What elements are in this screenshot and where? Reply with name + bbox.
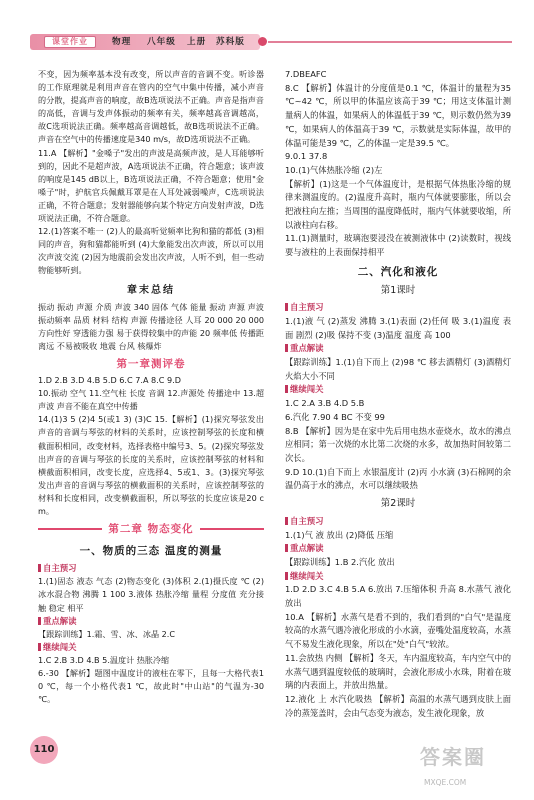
test-title: 第一章测评卷: [116, 357, 186, 370]
expand-tag: 继续闯关: [285, 383, 324, 396]
section-title: 二、汽化和液化: [357, 265, 439, 278]
header-dot-icon: [258, 37, 267, 46]
answer-paragraph: 7.DBEAFC: [285, 69, 327, 79]
expand-tag: 继续闯关: [285, 570, 324, 583]
watermark-logo: [420, 745, 520, 790]
preview-tag: 自主预习: [285, 301, 324, 314]
preview-answer: 1.(1)气 液 放出 (2)降低 压缩: [285, 529, 394, 540]
left-column: [38, 68, 264, 706]
preview-tag: 自主预习: [285, 515, 324, 528]
watermark-url: MXQE.COM: [424, 778, 467, 787]
page-header: [0, 20, 534, 60]
grade-label: 八年级: [147, 37, 176, 47]
answer-paragraph: 8.C 【解析】体温计的分度值是0.1 ℃，体温计的量程为35 ℃~42 ℃，所以甲的体温应该高于39 ℃；用这支体温计测量病人的体温，如果病人的体温低于39 ℃，则示数仍然为39 ℃，如果病人的体温高于39 ℃，示数就是实际体温，故甲的体温可能是39 ℃，乙的体温一定是39.5 ℃。: [285, 82, 511, 148]
expand-answer: 11.会放热 内侧 【解析】冬天，车内温度较高，车内空气中的水蒸气遇到温度较低的玻璃时，会液化形成小水珠，附着在玻璃的内表面上，并放出热量。: [285, 652, 511, 691]
test-answer: 10.振动 空气 11.空气柱 长度 音调 12.声源处 传播途中 13.超声波 声音不能在真空中传播: [38, 388, 264, 412]
key-tag: 重点解读: [285, 542, 324, 555]
watermark-text: 答案圈: [420, 745, 486, 769]
expand-tag: 继续闯关: [38, 641, 77, 654]
key-tag: 重点解读: [38, 615, 77, 628]
test-answer: 1.D 2.B 3.D 4.B 5.D 6.C 7.A 8.C 9.D: [38, 375, 181, 386]
expand-answer: 6.汽化 7.90 4 BC 不变 99: [285, 411, 385, 422]
preview-answer: 1.(1)液 气 (2)蒸发 沸腾 3.(1)表面 (2)任何 吸 3.(1)温度 表面 剧烈 (2)吸 保持不变 (3)温度 温度 高 100: [285, 315, 511, 340]
subject-label: 物理: [112, 37, 132, 47]
expand-answer: 9.D 10.(1)自下而上 水银温度计 (2)丙 小水滴 (3)石棉网的余温仍高于水的沸点，水可以继续吸热: [285, 466, 511, 491]
expand-answer: 12.液化 上 水汽化吸热 【解析】高温的水蒸气遇到皮肤上面冷的蒸笼盖时，会由气态变为液态，发生液化现象，放: [285, 693, 511, 718]
lesson-title: 第2课时: [380, 498, 416, 510]
chapter-divider: [38, 528, 102, 530]
volume-label: 上册: [187, 37, 207, 47]
right-column: [285, 68, 511, 720]
preview-tag: 自主预习: [38, 562, 77, 575]
expand-answer: 10.A 【解析】水蒸气是看不到的，我们看到的"白气"是温度较高的水蒸气遇冷液化形成的小水滴，壶嘴处温度较高，水蒸气不易发生液化现象，所以在"处"白气"较浓。: [285, 611, 511, 650]
chapter-divider: [200, 528, 264, 530]
expand-answer: 6.-30 【解析】题图中温度计的液柱在零下，且每一大格代表10 ℃，每一个小格代表1 ℃，故此时"中山站"的气温为-30 ℃。: [38, 668, 264, 705]
key-answer: 【跟踪训练】1.霜、雪、冰、冰晶 2.C: [38, 628, 175, 639]
key-tag: 重点解读: [285, 342, 324, 355]
preview-answer: 1.(1)固态 液态 气态 (2)物态变化 (3)体积 2.(1)摄氏度 ℃ (2)冰水混合物 沸腾 1 100 3.液体 热胀冷缩 量程 分度值 充分接触 稳定 相平: [38, 576, 264, 613]
answer-paragraph: 11.(1)测量时，玻璃泡要浸没在被测液体中 (2)读数时，视线要与液柱的上表面保持相平: [285, 233, 511, 258]
chapter-summary-title: 章末总结: [127, 284, 175, 296]
chapter-title: 第二章 物态变化: [108, 523, 194, 536]
expand-answer: 8.B 【解析】因为是在家中先后用电热水壶烧水，故水的沸点应相同；第一次烧的水比第二次烧的水多，故加热时间较第二次长。: [285, 425, 511, 463]
test-answer: 14.(1)3 5 (2)4 5(或1 3) (3)C 15.【解析】(1)探究琴弦发出声音的音调与琴弦的材料的关系时，应该控制琴弦的长度和横截面积相同，改变材料，选择表格中编号3、5。(2)探究琴弦发出声音的音调与琴弦的长度的关系时，应该控制琴弦的材料和横截面积相同，改变长度，应选择4、5或1、3。(3)探究琴弦发出声音的音调与琴弦的横截面积的关系时，应该控制琴弦的材料和长度相同，改变横截面积，所以琴弦的长度应该是20 cm。: [38, 414, 264, 516]
answer-paragraph: 【解析】(1)这是一个气体温度计，是根据气体热胀冷缩的规律来测温度的。(2)温度升高时，瓶内气体就要膨胀，所以会把液柱向左推；当周围的温度降低时，瓶内气体就要收缩，所以液柱向右移。: [285, 178, 511, 230]
answer-paragraph: 10.(1)气体热胀冷缩 (2)左: [285, 164, 383, 175]
answer-paragraph: 11.A 【解析】"金嗓子"发出的声波是高频声波，是人耳能够听到的，因此不是超声波，A选项说法不正确，符合题意；该声波的响度是145 dB以上，B选项说法正确，不符合题意；使用"金嗓子"时，护航官兵佩戴耳罩是在人耳处减弱噪声，C选项说法正确，不符合题意；发射器能够向某个特定方向发射声波，D选项说法正确，不符合题意。: [38, 147, 264, 224]
page-number: 110: [30, 736, 58, 764]
chapter-summary-text: 振动 振动 声源 介质 声波 340 固体 气体 能量 振动 声源 声波 振动频率 品质 材料 结构 声源 传播途径 人耳 20 000 20 000 方向性好 穿透能力强 易于获得较集中的声能 20 频率低 传播距离远 不易被吸收 地震 台风 核爆炸: [38, 301, 264, 351]
answer-paragraph: 12.(1)答案不唯一 (2)人的最高听觉频率比狗和猫的都低 (3)相同的声音，狗和猫都能听到 (4)大象能发出次声波，所以可以用次声波交流 (2)因为地震前会发出次声波，人听不到，但一些动物能够听到。: [38, 226, 264, 276]
edition-label: 苏科版: [216, 37, 245, 47]
expand-answer: 1.C 2.B 3.D 4.B 5.温度计 热胀冷缩: [38, 654, 170, 665]
answer-paragraph: 不变，因为频率基本没有改变，所以声音的音调不变。听诊器的工作原理就是利用声音在管内的空气中集中传播，减小声音的分散，提高声音的响度，故B选项说法不正确。声音是指声音的高低，音调与发声体振动的频率有关，频率越高音调越高，故C选项说法正确。频率越高音调越低，故B选项说法不正确。声音在空气中的传播速度是340 m/s，故D选项说法不正确。: [38, 69, 264, 145]
expand-answer: 1.C 2.A 3.B 4.D 5.B: [285, 398, 365, 409]
answer-paragraph: 9.0.1 37.8: [285, 151, 328, 162]
key-answer: 【跟踪训练】1.(1)自下而上 (2)98 ℃ 移去酒精灯 (3)酒精灯火焰大小不同: [285, 357, 511, 381]
lesson-title: 第1课时: [380, 284, 416, 296]
key-answer: 【跟踪训练】1.B 2.汽化 放出: [285, 556, 395, 567]
brand-logo: 课堂作业: [44, 36, 96, 48]
chapter-title-row: [38, 518, 264, 539]
header-rule: [268, 41, 512, 43]
expand-answer: 1.D 2.D 3.C 4.B 5.A 6.放出 7.压缩体积 升高 8.水蒸气 液化 放出: [285, 584, 511, 609]
section-title: 一、物质的三态 温度的测量: [79, 545, 223, 558]
